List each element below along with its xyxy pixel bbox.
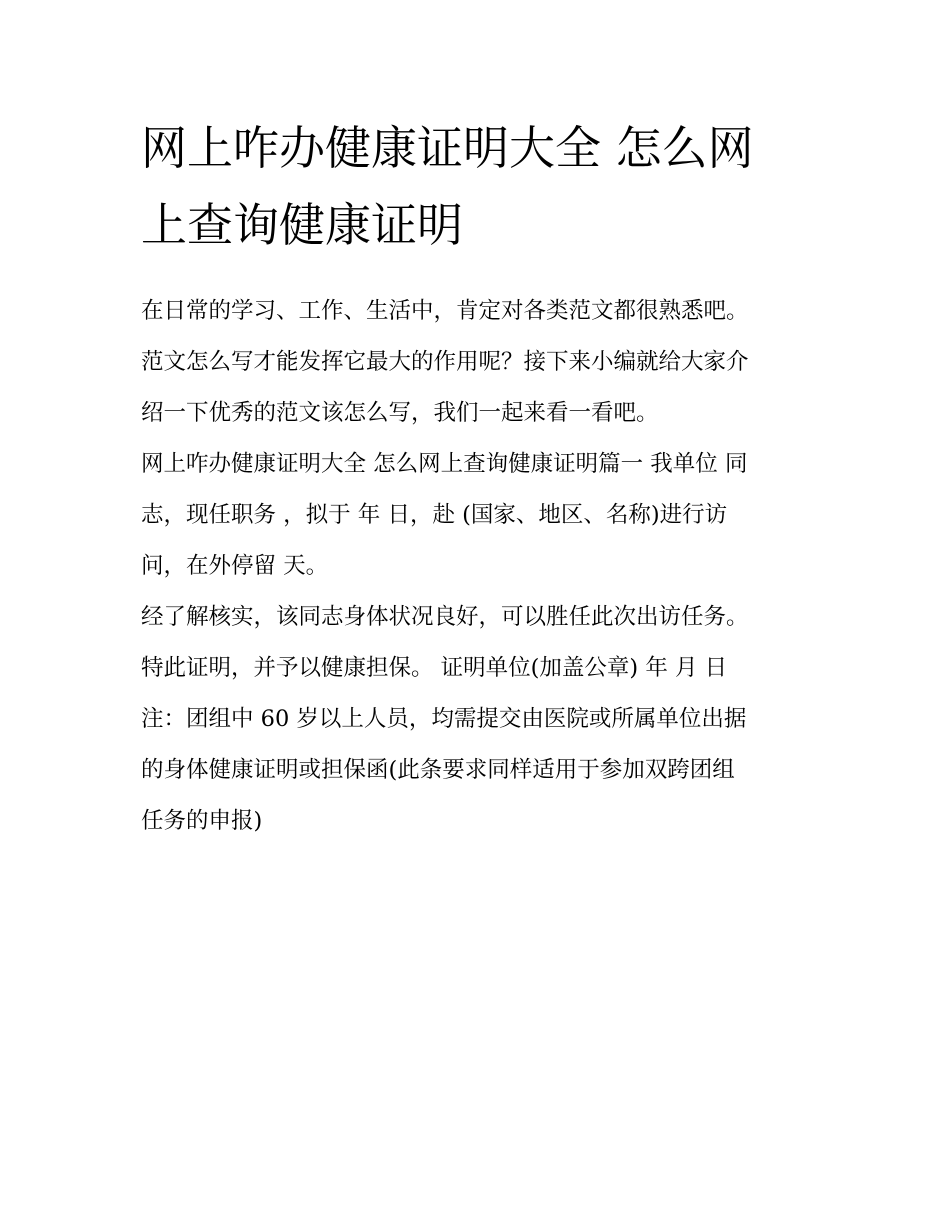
paragraph-intro [141, 286, 813, 439]
paragraph-note [141, 694, 813, 847]
text-line: 范文怎么写才能发挥它最大的作用呢？接下来小编就给大家介 [141, 349, 749, 375]
document-title [141, 110, 813, 264]
text-line: 注：团组中 60 岁以上人员，均需提交由医院或所属单位出据 [141, 706, 747, 732]
text-line: 的身体健康证明或担保函(此条要求同样适用于参加双跨团组 [141, 757, 735, 783]
text-line: 经了解核实，该同志身体状况良好，可以胜任此次出访任务。 [141, 604, 749, 630]
text-line: 绍一下优秀的范文该怎么写，我们一起来看一看吧。 [141, 400, 659, 426]
text-line: 在日常的学习、工作、生活中，肯定对各类范文都很熟悉吧。 [141, 298, 749, 324]
paragraph-certificate [141, 439, 813, 592]
text-line: 任务的申报) [141, 808, 263, 834]
title-line: 网上咋办健康证明大全 怎么网 [141, 121, 754, 175]
text-line: 志，现任职务 ，拟于 年 日，赴 (国家、地区、名称)进行访 [141, 502, 728, 528]
text-line: 特此证明，并予以健康担保。 证明单位(加盖公章) 年 月 日 [141, 655, 728, 681]
text-line: 问，在外停留 天。 [141, 553, 329, 579]
title-line: 上查询健康证明 [141, 198, 463, 252]
paragraph-verification [141, 592, 813, 694]
document-content [141, 110, 813, 847]
document-body [141, 286, 813, 847]
text-line: 网上咋办健康证明大全 怎么网上查询健康证明篇一 我单位 同 [141, 451, 748, 477]
